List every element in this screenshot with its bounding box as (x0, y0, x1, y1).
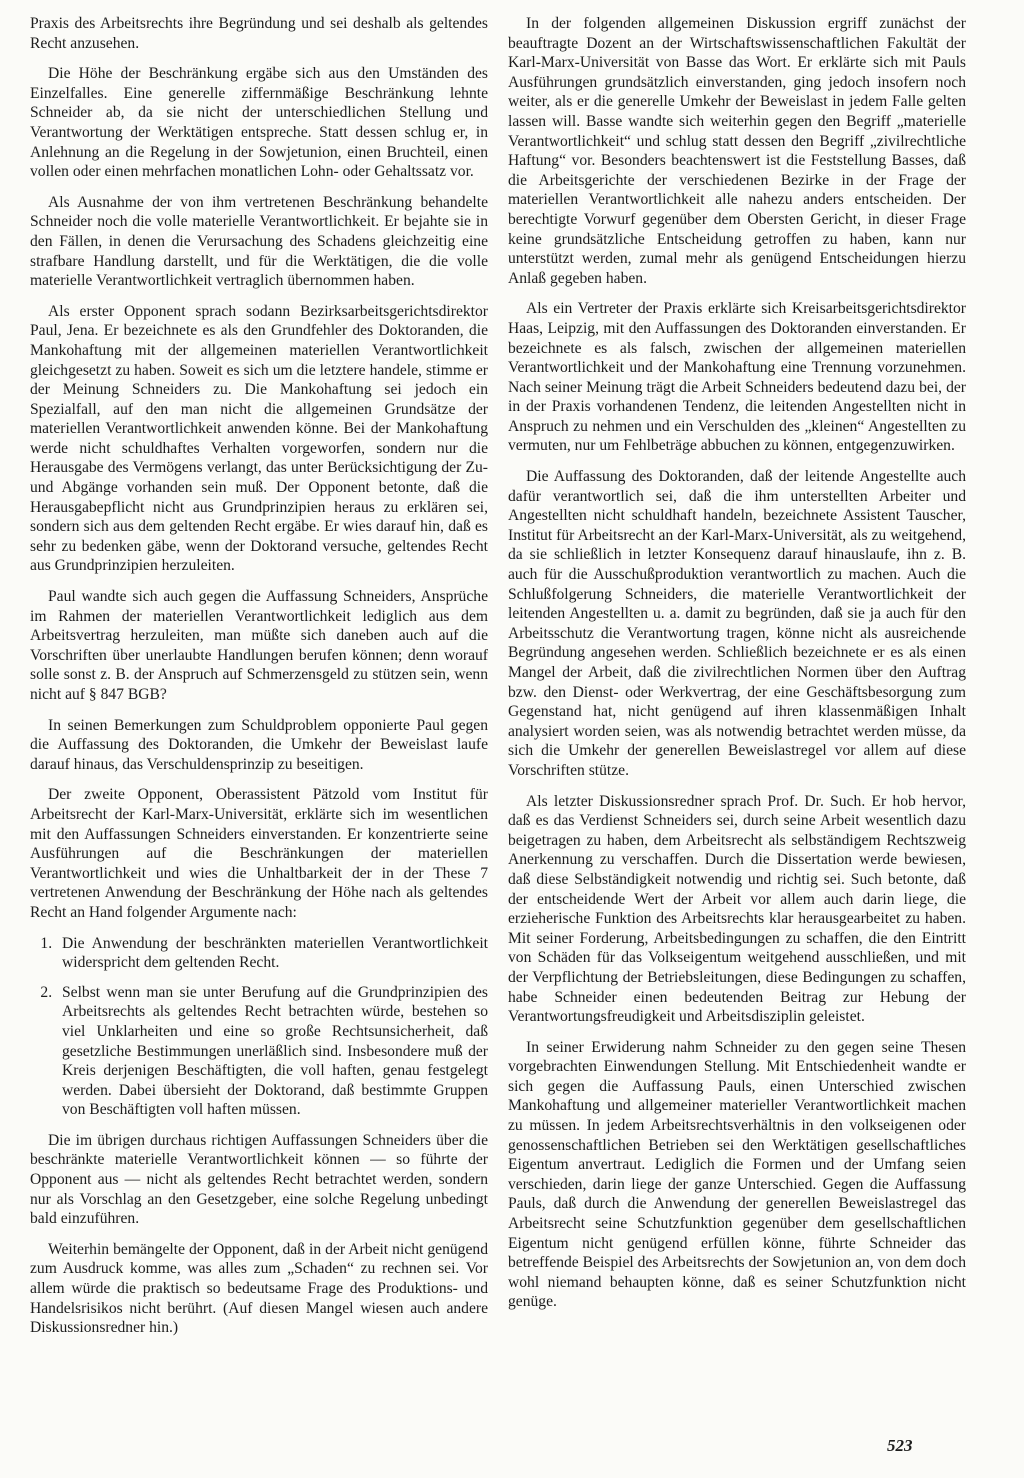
paragraph: In seinen Bemerkungen zum Schuldproblem opponierte Paul gegen die Auffassung des Doktoranden, die Umkehr der Beweislast laufe darauf hinaus, das Verschuldensprinzip zu beseitigen. (30, 716, 488, 773)
paragraph: Paul wandte sich auch gegen die Auffassung Schneiders, Ansprüche im Rahmen der materiellen Verantwortlichkeit lediglich aus dem Arbeitsvertrag herzuleiten, man müßte sich daneben auch auf die Vorschriften über unerlaubte Handlungen berufen können; denn worauf solle sonst z. B. der Anspruch auf Schmerzensgeld zu stützen sein, wenn nicht auf § 847 BGB? (30, 588, 488, 703)
paragraph: Als erster Opponent sprach sodann Bezirksarbeitsgerichtsdirektor Paul, Jena. Er bezeichnete es als den Grundfehler des Doktoranden, die Mankohaftung mit der allgemeinen materiellen Verantwortlichkeit gleichgesetzt zu haben. Soweit es sich um die letztere handele, stimme er der Meinung Schneiders zu. Die Mankohaftung sei jedoch ein Spezialfall, auf den man nicht die allgemeinen Grundsätze der materiellen Verantwortlichkeit anwenden könne. Bei der Mankohaftung werde nicht schuldhaftes Verhalten vorgeworfen, sondern nur die Herausgabe des Vermögens verlangt, das unter Berücksichtigung der Zu- und Abgänge vorhanden sein muß. Der Opponent betonte, daß die Herausgabepflicht nicht aus Grundprinzipien heraus zu erklären sei, sondern sich aus dem geltenden Recht ergäbe. Er wies darauf hin, daß es sehr zu bedenken gäbe, wenn der Doktorand versuche, geltendes Recht aus Grundprinzipien herzuleiten. (30, 302, 488, 575)
page-number: 523 (887, 1436, 913, 1455)
left-column (30, 14, 488, 1349)
argument-item: 2. Selbst wenn man sie unter Berufung auf die Grundprinzipien des Arbeitsrechts als geltendes Recht betrachten würde, bestehen so viel Unklarheiten und eine so große Rechtsunsicherheit, daß gesetzliche Bestimmungen unerläßlich sind. Insbesondere muß der Kreis derjenigen Beschäftigten, die voll haften, genau festgelegt werden. Dabei übersieht der Doktorand, daß bestimmte Gruppen von Beschäftigten voll haften müssen. (56, 983, 488, 1120)
paragraph: Die Höhe der Beschränkung ergäbe sich aus den Umständen des Einzelfalles. Eine generelle ziffernmäßige Beschränkung lehnte Schneider ab, da sie nicht der unterschiedlichen Stellung und Verantwortung der Werktätigen entspreche. Statt dessen schlug er, in Anlehnung an die Regelung in der Sowjetunion, einen Bruchteil, einen vollen oder einen mehrfachen monatlichen Lohn- oder Gehaltssatz vor. (30, 65, 488, 181)
paragraph: In seiner Erwiderung nahm Schneider zu den gegen seine Thesen vorgebrachten Einwendungen Stellung. Mit Entschiedenheit wandte er sich gegen die Auffassung Pauls, einen Unterschied zwischen Mankohaftung und allgemeiner materieller Verantwortlichkeit machen zu müssen. In jedem Arbeitsrechtsverhältnis in den volkseigenen oder genossenschaftlichen Betrieben sei den Werktätigen gesellschaftliches Eigentum anvertraut. Lediglich die Formen und der Umfang seien verschieden, darin liege der ganze Unterschied. Gegen die Auffassung Pauls, daß durch die Anwendung der generellen Beweislastregel das Arbeitsrecht seine Schutzfunktion gegenüber dem gesellschaftlichen Eigentum nicht genügend erfüllen könne, führte Schneider das betreffende Beispiel des Arbeitsrechts der Sowjetunion an, von dem doch wohl niemand behaupten könne, daß es seiner Schutzfunktion nicht genüge. (508, 1038, 966, 1311)
paragraph: Als Ausnahme der von ihm vertretenen Beschränkung behandelte Schneider noch die volle materielle Verantwortlichkeit. Er bejahte sie in den Fällen, in denen die Verursachung des Schadens gleichzeitig eine strafbare Handlung darstellt, und für die Werktätigen, die die volle materielle Verantwortlichkeit vertraglich übernommen haben. (30, 193, 488, 290)
paragraph: Der zweite Opponent, Oberassistent Pätzold vom Institut für Arbeitsrecht der Karl-Marx-Universität, erklärte sich im wesentlichen mit den Auffassungen Schneiders einverstanden. Er konzentrierte seine Ausführungen auf die Beschränkungen der materiellen Verantwortlichkeit und wies die Unhaltbarkeit der in der These 7 vertretenen Anwendung der Beschränkung der Höhe nach als geltendes Recht an Hand folgender Argumente nach: (30, 786, 488, 921)
argument-item: 1. Die Anwendung der beschränkten materiellen Verantwortlichkeit widerspricht dem geltenden Recht. (56, 934, 488, 973)
paragraph: Die im übrigen durchaus richtigen Auffassungen Schneiders über die beschränkte materielle Verantwortlichkeit können — so führte der Opponent aus — nicht als geltendes Recht betrachtet werden, sondern nur als Vorschlag an den Gesetzgeber, eine solche Regelung unbedingt bald einzuführen. (30, 1131, 488, 1228)
paragraph: Die Auffassung des Doktoranden, daß der leitende Angestellte auch dafür verantwortlich sei, daß die ihm unterstellten Arbeiter und Angestellten nicht schuldhaft handeln, bezeichnete Assistent Tauscher, Institut für Arbeitsrecht an der Karl-Marx-Universität, als zu weitgehend, da sie schließlich in letzter Konsequenz darauf hinauslaufe, ihn z. B. auch für die Ausschußproduktion verantwortlich zu machen. Auch die Schlußfolgerung Schneiders, die materielle Verantwortlichkeit der leitenden Angestellten u. a. damit zu begründen, daß sie ja auch für den Arbeitsschutz die Verantwortung tragen, könne nicht als ausreichende Begründung angesehen werden. Schließlich bezeichnete er es als einen Mangel der Arbeit, daß die zivilrechtlichen Normen über den Auftrag bzw. den Dienst- oder Werkvertrag, der eine Geschäftsbesorgung zum Gegenstand hat, nicht genügend auf ihren klassenmäßigen Inhalt analysiert worden seien, was als notwendig betrachtet werden müsse, da sich die Umkehr der generellen Beweislastregel vor allem auf diese Vorschriften stütze. (508, 468, 966, 779)
argument-list (30, 934, 488, 1120)
paragraph: In der folgenden allgemeinen Diskussion ergriff zunächst der beauftragte Dozent an der Wirtschaftswissenschaftlichen Fakultät der Karl-Marx-Universität von Basse das Wort. Er erklärte sich mit Pauls Ausführungen grundsätzlich einverstanden, ging jedoch insofern noch weiter, als er die generelle Umkehr der Beweislast in jedem Falle gelten lassen will. Basse wandte sich weiterhin gegen den Begriff „materielle Verantwortlichkeit“ und schlug statt dessen den Begriff „zivilrechtliche Haftung“ vor. Besonders beachtenswert ist die Feststellung Basses, daß die Arbeitsgerichte der verschiedenen Bezirke in der Frage der materiellen Verantwortlichkeit alle nahezu anders entscheiden. Der berechtigte Vorwurf gegenüber dem Obersten Gericht, in dieser Frage keine grundsätzliche Entscheidung getroffen zu haben, kann nur unterstützt werden, zumal mehr als genügend Entscheidungen hierzu Anlaß gegeben haben. (508, 15, 966, 287)
right-column (508, 14, 966, 1323)
paragraph: Weiterhin bemängelte der Opponent, daß in der Arbeit nicht genügend zum Ausdruck komme, was alles zum „Schaden“ zu rechnen sei. Vor allem würde die praktisch so bedeutsame Frage des Produktions- und Handelsrisikos nicht berührt. (Auf diesen Mangel wiesen auch andere Diskussionsredner hin.) (30, 1240, 488, 1337)
paragraph: Praxis des Arbeitsrechts ihre Begründung und sei deshalb als geltendes Recht anzusehen. (30, 15, 488, 52)
paragraph: Als letzter Diskussionsredner sprach Prof. Dr. Such. Er hob hervor, daß es das Verdienst Schneiders sei, durch seine Arbeit wesentlich dazu beigetragen zu haben, dem Arbeitsrecht als selbständigem Rechtszweig Anerkennung zu verschaffen. Durch die Dissertation werde bewiesen, daß diese Selbständigkeit notwendig und richtig sei. Such betonte, daß der entscheidende Wert der Arbeit vor allem auch darin liege, die erzieherische Funktion des Arbeitsrechts klar herausgearbeitet zu haben. Mit seiner Forderung, Arbeitsbedingungen zu schaffen, die den Eintritt von Schäden für das Volkseigentum weitgehend ausschließen, und mit der Verpflichtung der Betriebsleitungen, diese Bedingungen zu schaffen, habe Schneider einen bedeutenden Beitrag zur Hebung der Verantwortungsfreudigkeit und Arbeitsdisziplin geleistet. (508, 792, 966, 1026)
paragraph: Als ein Vertreter der Praxis erklärte sich Kreisarbeitsgerichtsdirektor Haas, Leipzig, mit den Auffassungen des Doktoranden einverstanden. Er bezeichnete es als falsch, zwischen der allgemeinen materiellen Verantwortlichkeit und der Mankohaftung eine Trennung vorzunehmen. Nach seiner Meinung trägt die Arbeit Schneiders bedeutend dazu bei, der in der Praxis vorhandenen Tendenz, die leitenden Angestellten nicht in Anspruch zu nehmen und ein Verschulden des „kleinen“ Angestellten zu vermuten, nur um Fehlbeträge abbuchen zu können, entgegenzuwirken. (508, 300, 966, 455)
